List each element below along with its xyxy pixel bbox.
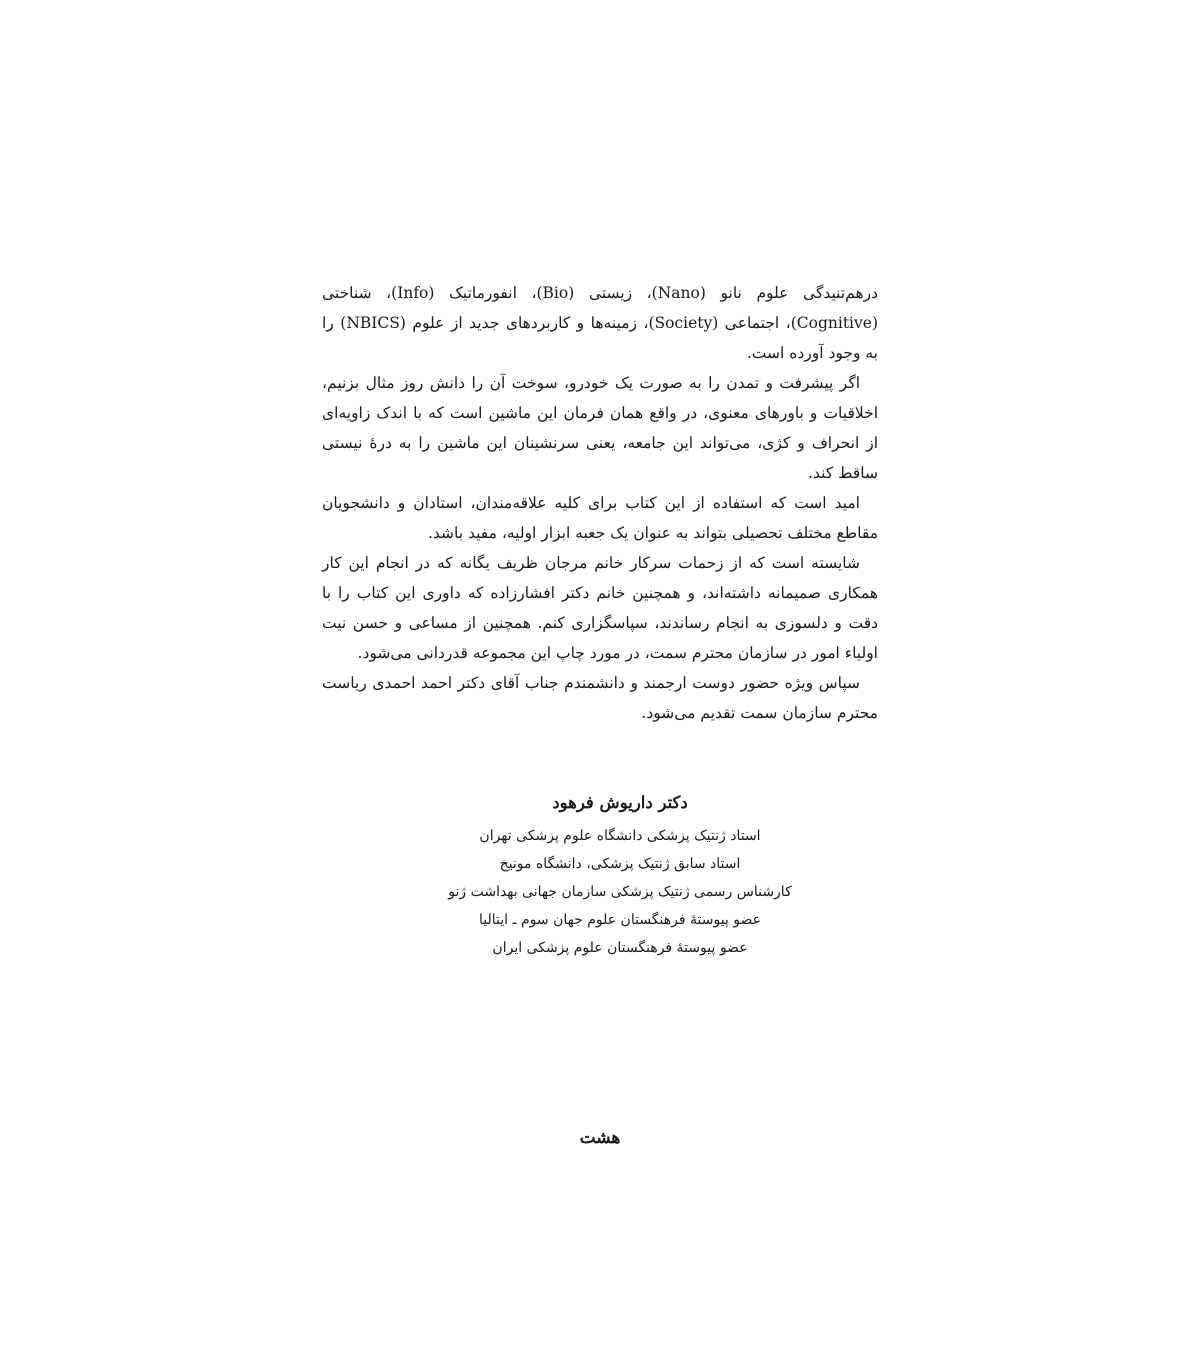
author-signature-block	[322, 788, 878, 962]
author-title: استاد ژنتیک پزشکی دانشگاه علوم پزشکی تهران	[479, 828, 761, 844]
author-title: عضو پیوستهٔ فرهنگستان علوم پزشکی ایران	[492, 940, 748, 956]
author-name: دکتر داریوش فرهود	[552, 793, 688, 812]
paragraph: درهم‌تنیدگی علوم نانو (Nano)، زیستی (Bio)، انفورماتیک (Info)، شناختی (Cognitive)، اجتماعی (Society)، زمینه‌ها و کاربردهای جدید از علوم (NBICS) را به وجود آورده است.	[322, 284, 879, 362]
author-title: استاد سابق ژنتیک پزشکی، دانشگاه مونیخ	[499, 856, 741, 872]
paragraph: شایسته است که از زحمات سرکار خانم مرجان ظریف یگانه که در انجام این کار همکاری صمیمانه داشته‌اند، و همچنین خانم دکتر افشارزاده که داوری این کتاب را با دقت و دلسوزی به انجام رساندند، سپاسگزاری کنم. همچنین از مساعی و حسن نیت اولیاء امور در سازمان محترم سمت، در مورد چاپ این مجموعه قدردانی می‌شود.	[322, 554, 878, 662]
preface-body	[322, 278, 878, 728]
author-title: کارشناس رسمی ژنتیک پزشکی سازمان جهانی بهداشت ژنو	[448, 884, 792, 900]
paragraph: سپاس ویژه حضور دوست ارجمند و دانشمندم جناب آقای دکتر احمد احمدی ریاست محترم سازمان سمت تقدیم می‌شود.	[322, 674, 878, 722]
author-title: عضو پیوستهٔ فرهنگستان علوم جهان سوم ـ ایتالیا	[478, 912, 762, 928]
paragraph: امید است که استفاده از این کتاب برای کلیه علاقه‌مندان، استادان و دانشجویان مقاطع مختلف تحصیلی بتواند به عنوان یک جعبه ابزار اولیه، مفید باشد.	[322, 494, 878, 542]
page-number: هشت	[579, 1128, 621, 1148]
paragraph: اگر پیشرفت و تمدن را به صورت یک خودرو، سوخت آن را دانش روز مثال بزنیم، اخلاقیات و باورهای معنوی، در واقع همان فرمان این ماشین است که با اندک زاویه‌ای از انحراف و کژی، می‌تواند این جامعه، یعنی سرنشینان این ماشین را به درهٔ نیستی ساقط کند.	[322, 374, 878, 482]
